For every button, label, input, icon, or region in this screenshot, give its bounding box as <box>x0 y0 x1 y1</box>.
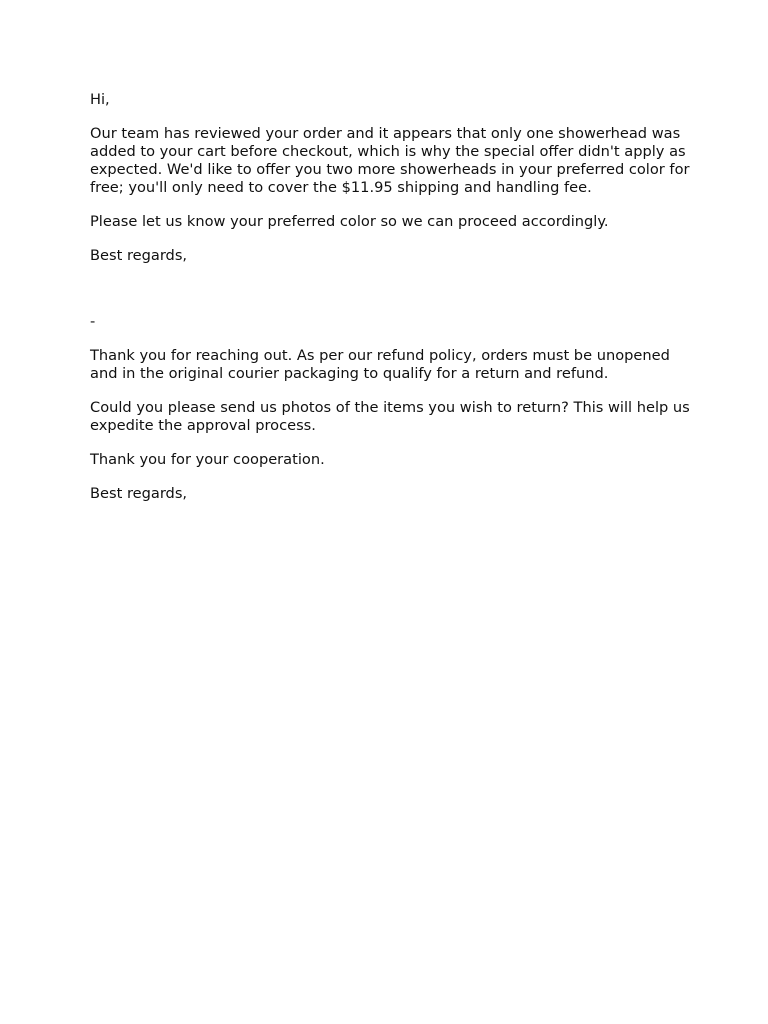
email2-paragraph-thanks: Thank you for your cooperation. <box>90 451 325 468</box>
email1-closing: Best regards, <box>90 247 188 264</box>
email2-paragraph-photos: Could you please send us photos of the items you wish to return? This will help us expedite the approval process. <box>90 399 690 434</box>
email1-paragraph-request: Please let us know your preferred color so we can proceed accordingly. <box>90 213 609 230</box>
email-separator: - <box>90 313 96 330</box>
email1-paragraph-offer: Our team has reviewed your order and it appears that only one showerhead was added to your cart before checkout, which is why the special offer didn't apply as expected. We'd like to offer you two more showerheads in your preferred color for free; you'll only need to cover the $11.95 shipping and handling fee. <box>90 125 690 196</box>
email2-closing: Best regards, <box>90 485 188 502</box>
document-body <box>90 91 690 519</box>
email1-greeting: Hi, <box>90 91 110 108</box>
email2-paragraph-policy: Thank you for reaching out. As per our refund policy, orders must be unopened and in the original courier packaging to qualify for a return and refund. <box>90 347 670 382</box>
